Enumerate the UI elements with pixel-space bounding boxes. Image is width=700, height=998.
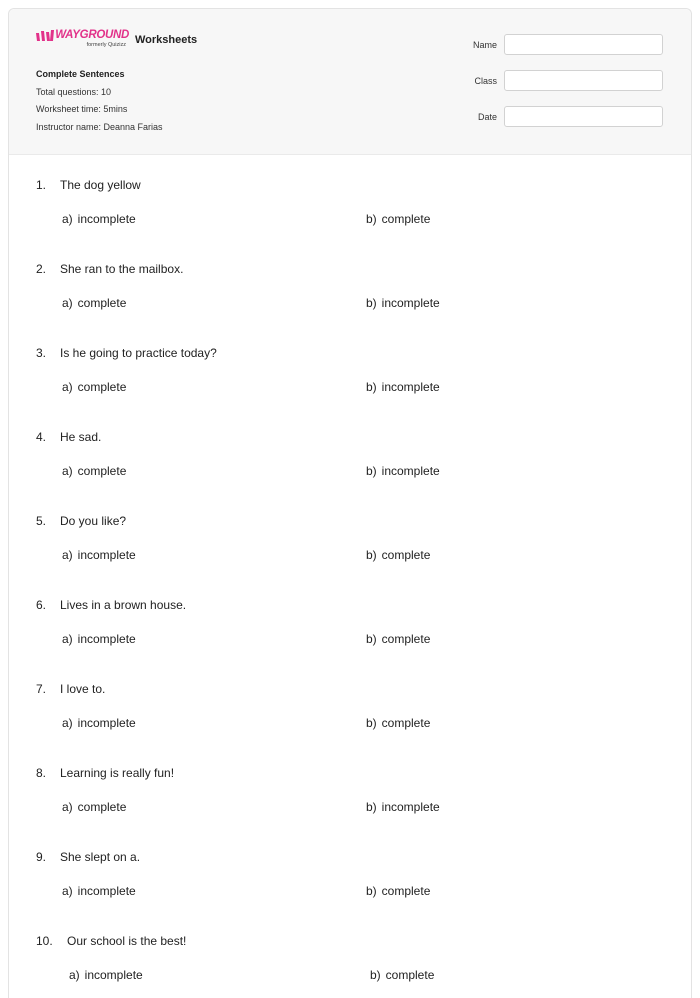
option-letter: b) <box>370 968 381 982</box>
option-a[interactable] <box>62 296 126 310</box>
question-item <box>9 574 691 658</box>
option-a[interactable] <box>62 212 136 226</box>
question-number: 3. <box>36 346 47 360</box>
option-text: incomplete <box>381 464 440 478</box>
option-text: incomplete <box>381 296 440 310</box>
product-name: Worksheets <box>135 34 198 46</box>
option-text: complete <box>381 716 431 730</box>
option-text: complete <box>381 548 431 562</box>
class-label: Class <box>474 75 497 86</box>
logo-subtext: formerly Quizizz <box>86 42 126 48</box>
option-letter: b) <box>366 884 377 898</box>
question-item <box>9 154 691 238</box>
option-a[interactable] <box>62 464 126 478</box>
worksheet-meta <box>36 66 163 136</box>
total-questions: Total questions: 10 <box>36 86 112 97</box>
option-b[interactable] <box>366 296 440 310</box>
option-letter: a) <box>62 632 73 646</box>
option-text: complete <box>77 380 127 394</box>
option-text: incomplete <box>77 632 136 646</box>
option-letter: a) <box>62 296 73 310</box>
option-b[interactable] <box>366 548 430 562</box>
option-letter: b) <box>366 212 377 226</box>
question-item <box>9 826 691 910</box>
question-number: 4. <box>36 430 47 444</box>
question-item <box>9 910 691 994</box>
option-a[interactable] <box>62 800 126 814</box>
option-letter: a) <box>62 380 73 394</box>
logo-mark-icon <box>36 30 54 41</box>
logo-wordmark: WAYGROUND <box>55 29 129 41</box>
question-text: The dog yellow <box>60 178 141 192</box>
option-letter: b) <box>366 464 377 478</box>
date-label: Date <box>477 111 497 122</box>
question-item <box>9 238 691 322</box>
option-text: incomplete <box>77 212 136 226</box>
class-field[interactable] <box>504 70 663 91</box>
question-number: 10. <box>36 934 53 948</box>
option-letter: a) <box>62 548 73 562</box>
option-text: complete <box>77 464 127 478</box>
question-item <box>9 658 691 742</box>
question-number: 2. <box>36 262 47 276</box>
option-text: complete <box>381 632 431 646</box>
worksheet-header <box>9 9 691 155</box>
question-text: Do you like? <box>60 514 127 528</box>
option-b[interactable] <box>366 716 430 730</box>
option-letter: b) <box>366 716 377 730</box>
option-letter: a) <box>69 968 80 982</box>
option-text: complete <box>381 884 431 898</box>
question-number: 5. <box>36 514 47 528</box>
question-text: He sad. <box>60 430 102 444</box>
name-field-row <box>473 34 663 55</box>
instructor-name: Instructor name: Deanna Farias <box>36 121 163 132</box>
option-a[interactable] <box>62 632 136 646</box>
question-text: She ran to the mailbox. <box>60 262 184 276</box>
option-b[interactable] <box>366 632 430 646</box>
question-number: 7. <box>36 682 47 696</box>
option-letter: b) <box>366 632 377 646</box>
option-a[interactable] <box>62 716 136 730</box>
option-a[interactable] <box>62 548 136 562</box>
brand <box>36 29 197 49</box>
question-item <box>9 322 691 406</box>
question-number: 1. <box>36 178 47 192</box>
question-number: 6. <box>36 598 47 612</box>
option-letter: b) <box>366 380 377 394</box>
worksheet-title: Complete Sentences <box>36 69 125 79</box>
option-text: incomplete <box>77 716 136 730</box>
question-number: 9. <box>36 850 47 864</box>
option-a[interactable] <box>69 968 143 982</box>
question-text: Our school is the best! <box>67 934 187 948</box>
option-b[interactable] <box>370 968 434 982</box>
question-item <box>9 742 691 826</box>
date-field[interactable] <box>504 106 663 127</box>
wayground-logo <box>36 29 129 49</box>
option-letter: a) <box>62 212 73 226</box>
question-text: I love to. <box>60 682 106 696</box>
worksheet-page <box>8 8 692 998</box>
question-item <box>9 490 691 574</box>
option-text: incomplete <box>77 884 136 898</box>
option-text: complete <box>385 968 435 982</box>
option-letter: a) <box>62 884 73 898</box>
option-a[interactable] <box>62 884 136 898</box>
option-text: complete <box>381 212 431 226</box>
question-text: Is he going to practice today? <box>60 346 217 360</box>
question-text: She slept on a. <box>60 850 141 864</box>
question-text: Learning is really fun! <box>60 766 175 780</box>
option-b[interactable] <box>366 380 440 394</box>
name-label: Name <box>472 39 497 50</box>
option-letter: a) <box>62 716 73 730</box>
question-item <box>9 406 691 490</box>
name-field[interactable] <box>504 34 663 55</box>
option-letter: a) <box>62 464 73 478</box>
worksheet-time: Worksheet time: 5mins <box>36 104 128 114</box>
option-text: complete <box>77 296 127 310</box>
option-a[interactable] <box>62 380 126 394</box>
question-text: Lives in a brown house. <box>60 598 187 612</box>
option-letter: b) <box>366 296 377 310</box>
option-b[interactable] <box>366 212 430 226</box>
option-text: incomplete <box>77 548 136 562</box>
option-letter: b) <box>366 548 377 562</box>
option-text: complete <box>77 800 127 814</box>
option-b[interactable] <box>366 800 440 814</box>
option-text: incomplete <box>381 800 440 814</box>
option-letter: b) <box>366 800 377 814</box>
option-text: incomplete <box>381 380 440 394</box>
option-b[interactable] <box>366 464 440 478</box>
question-number: 8. <box>36 766 47 780</box>
date-field-row <box>478 106 663 127</box>
option-b[interactable] <box>366 884 430 898</box>
option-letter: a) <box>62 800 73 814</box>
class-field-row <box>474 70 663 91</box>
option-text: incomplete <box>84 968 143 982</box>
